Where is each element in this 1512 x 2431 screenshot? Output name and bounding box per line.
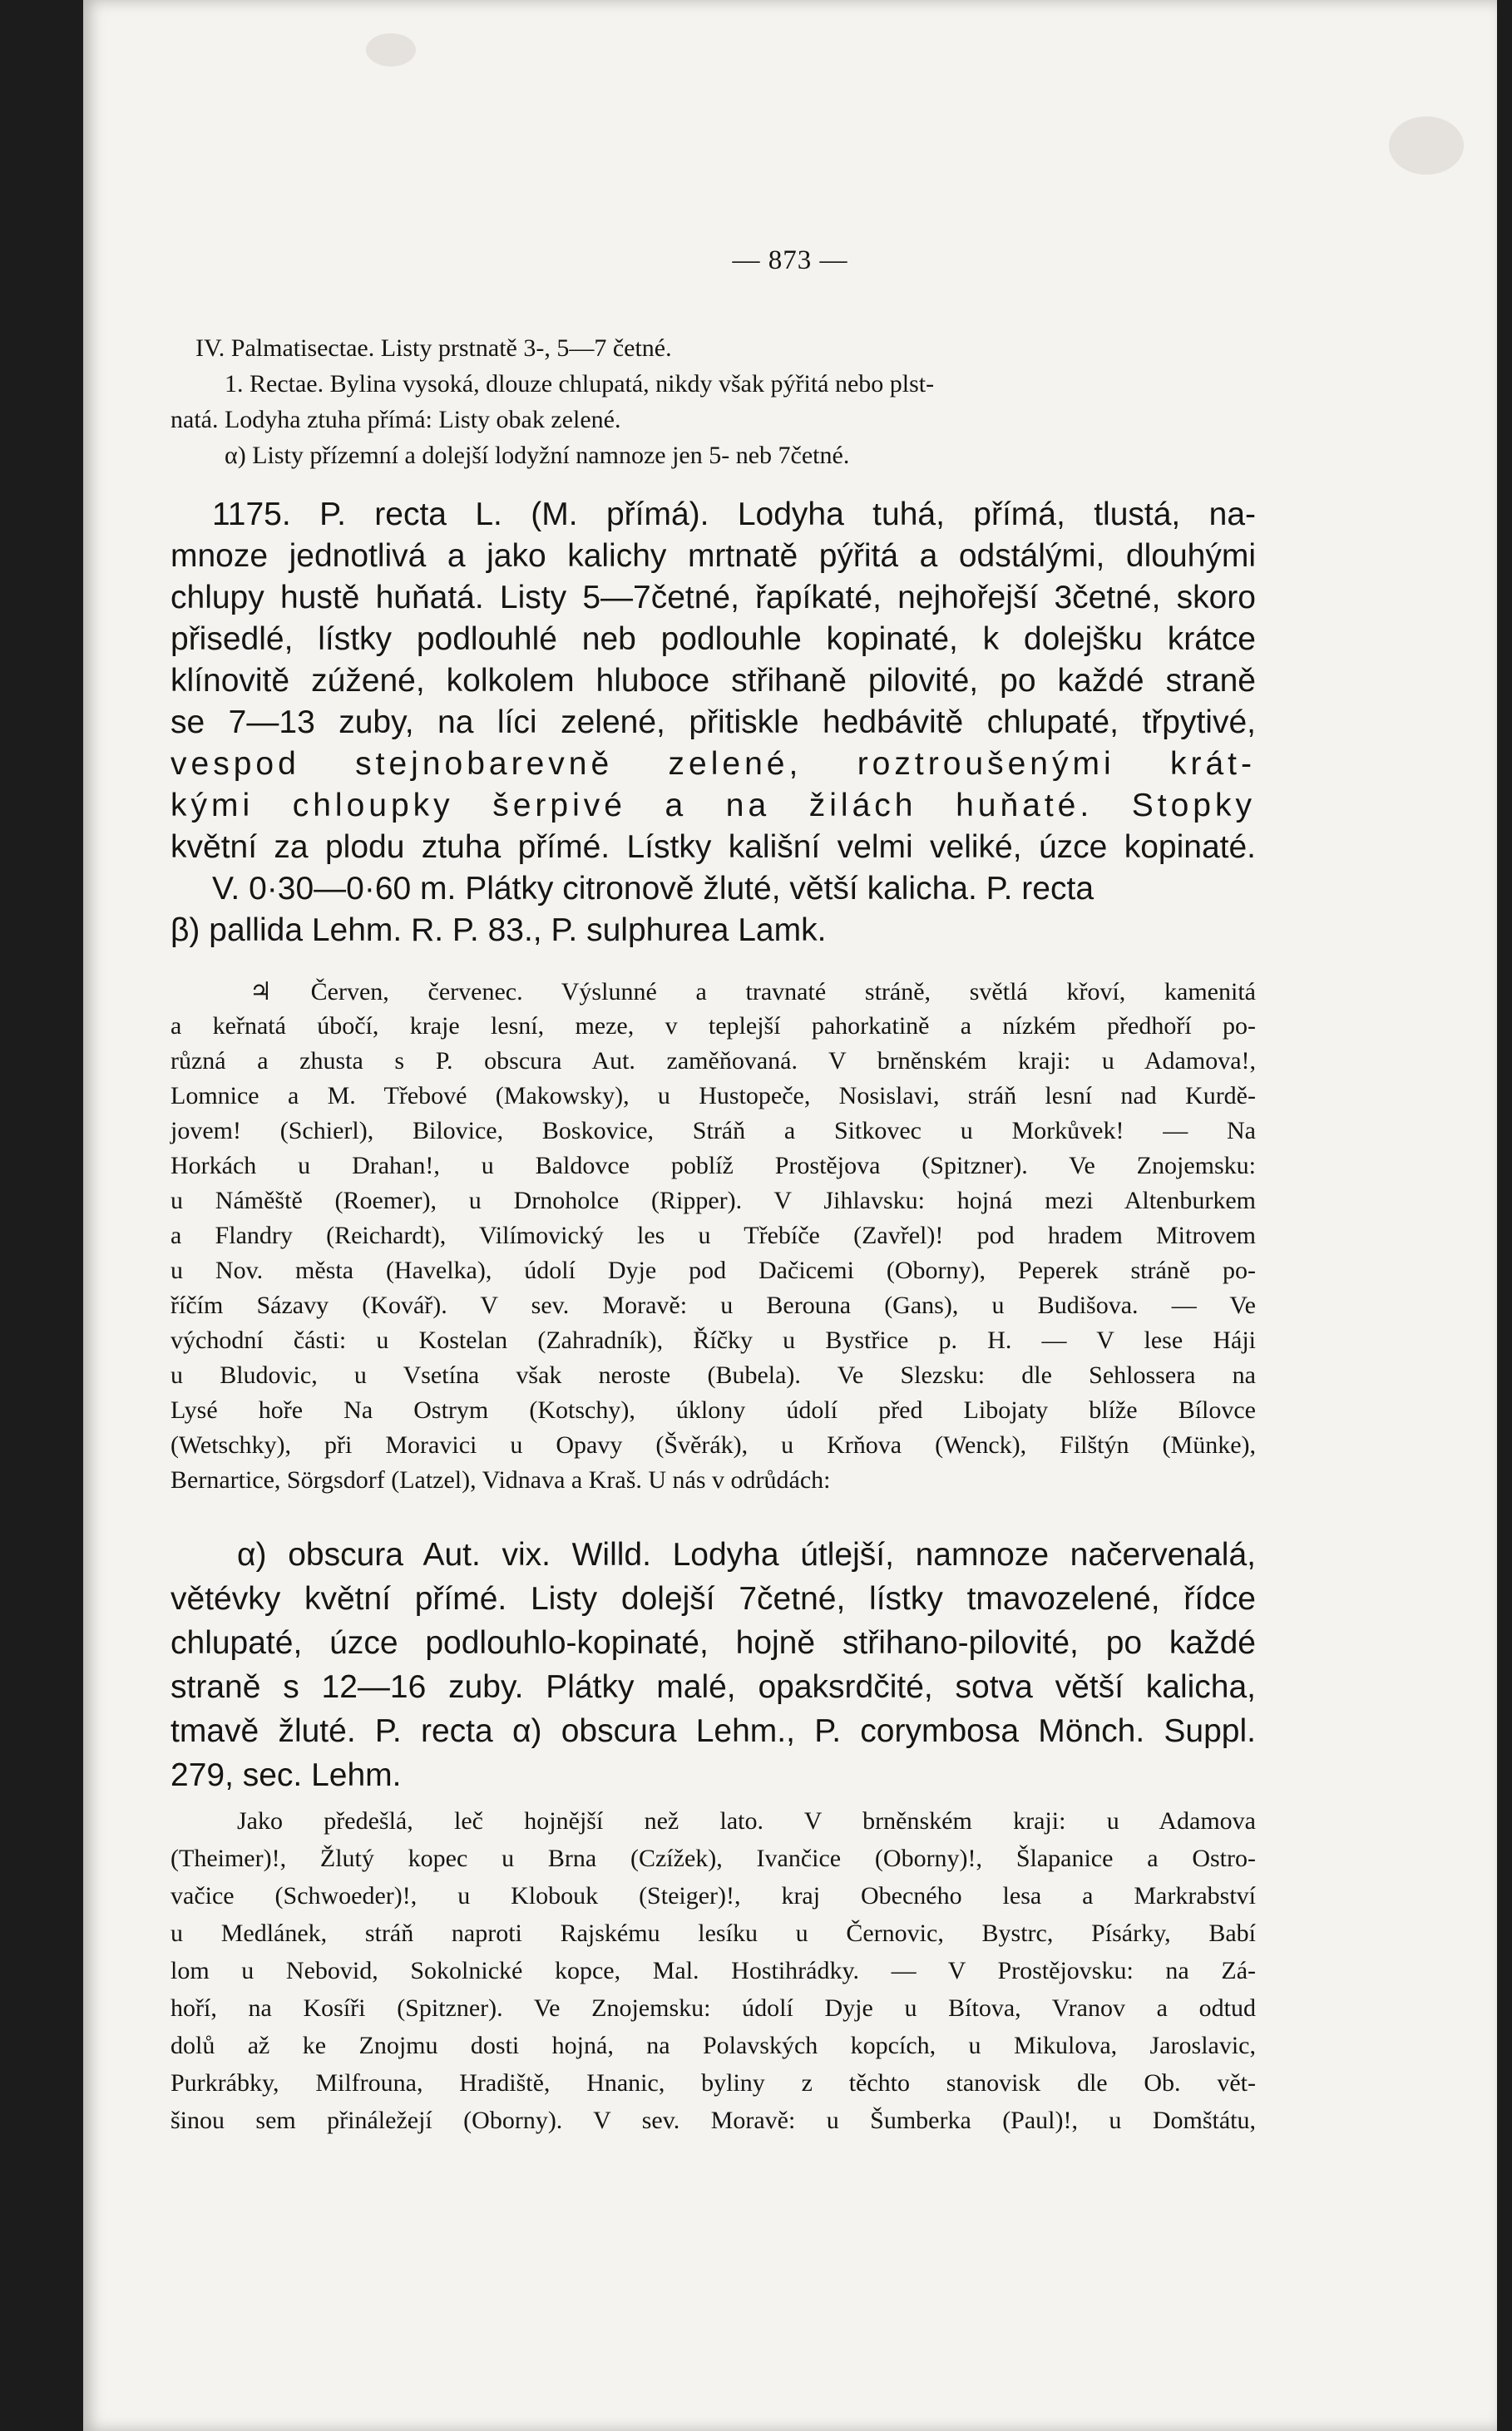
species-line: vespod stejnobarevně zelené, roztroušenými krát- [170, 746, 1256, 782]
variety-line: tmavě žluté. P. recta α) obscura Lehm., P. corymbosa Mönch. Suppl. [170, 1713, 1256, 1749]
paper-stain [1389, 116, 1464, 175]
species-line: květní za plodu ztuha přímé. Lístky kališní velmi veliké, úzce kopinaté. [170, 829, 1256, 865]
locality-line: a Flandry (Reichardt), Vilímovický les u Třebíče (Zavřel)! pod hradem Mitrovem [170, 1222, 1256, 1249]
variety-line: chlupaté, úzce podlouhlo-kopinaté, hojně střihano-pilovité, po každé [170, 1625, 1256, 1661]
variety-locality-line: vačice (Schwoeder)!, u Klobouk (Steiger)!, kraj Obecného lesa a Markrabství [170, 1882, 1256, 1910]
paper-stain [366, 33, 416, 67]
intro-line: 1. Rectae. Bylina vysoká, dlouze chlupatá, nikdy však pýřitá nebo plst- [225, 370, 935, 398]
locality-line: jovem! (Schierl), Bilovice, Boskovice, Stráň a Sitkovec u Morkůvek! — Na [170, 1117, 1256, 1144]
variety-locality-line: Jako předešlá, leč hojnější než lato. V brněnském kraji: u Adamova [237, 1807, 1256, 1835]
intro-line: natá. Lodyha ztuha přímá: Listy obak zelené. [170, 406, 621, 433]
variety-locality-line: dolů až ke Znojmu dosti hojná, na Polavských kopcích, u Mikulova, Jaroslavic, [170, 2032, 1256, 2059]
species-line: chlupy hustě huňatá. Listy 5—7četné, řapíkaté, nejhořejší 3četné, skoro [170, 580, 1256, 615]
locality-line: různá a zhusta s P. obscura Aut. zaměňovaná. V brněnském kraji: u Adamova!, [170, 1047, 1256, 1075]
species-line: 1175. P. recta L. (M. přímá). Lodyha tuhá, přímá, tlustá, na- [212, 497, 1256, 532]
intro-line: α) Listy přízemní a dolejší lodyžní namnoze jen 5- neb 7četné. [225, 442, 850, 469]
species-line: se 7—13 zuby, na líci zelené, přitiskle hedbávitě chlupaté, třpytivé, [170, 704, 1256, 740]
species-line: přisedlé, lístky podlouhlé neb podlouhle kopinaté, k dolejšku krátce [170, 621, 1256, 657]
variety-line: straně s 12—16 zuby. Plátky malé, opaksrdčité, sotva větší kalicha, [170, 1669, 1256, 1705]
variety-locality-line: šinou sem přináležejí (Oborny). V sev. Moravě: u Šumberka (Paul)!, u Domštátu, [170, 2107, 1256, 2134]
locality-line: Lomnice a M. Třebové (Makowsky), u Hustopeče, Nosislavi, stráň lesní nad Kurdě- [170, 1082, 1256, 1109]
species-line: kými chloupky šerpivé a na žilách huňaté. Stopky [170, 788, 1256, 823]
locality-line: u Nov. města (Havelka), údolí Dyje pod Dačicemi (Oborny), Peperek stráně po- [170, 1257, 1256, 1284]
variety-locality-line: (Theimer)!, Žlutý kopec u Brna (Czížek), Ivančice (Oborny)!, Šlapanice a Ostro- [170, 1845, 1256, 1872]
book-page [83, 0, 1497, 2431]
locality-line: říčím Sázavy (Kovář). V sev. Moravě: u Berouna (Gans), u Budišova. — Ve [170, 1292, 1256, 1319]
variety-locality-line: lom u Nebovid, Sokolnické kopce, Mal. Hostihrádky. — V Prostějovsku: na Zá- [170, 1957, 1256, 1984]
variety-locality-line: hoří, na Kosíři (Spitzner). Ve Znojemsku: údolí Dyje u Bítova, Vranov a odtud [170, 1994, 1256, 2022]
locality-line: u Náměště (Roemer), u Drnoholce (Ripper). V Jihlavsku: hojná mezi Altenburkem [170, 1187, 1256, 1214]
locality-line: východní části: u Kostelan (Zahradník), Říčky u Bystřice p. H. — V lese Háji [170, 1327, 1256, 1354]
locality-line: (Wetschky), při Moravici u Opavy (Švěrák), u Krňova (Wenck), Filštýn (Münke), [170, 1431, 1256, 1459]
locality-line: Horkách u Drahan!, u Baldovce poblíž Prostějova (Spitzner). Ve Znojemsku: [170, 1152, 1256, 1179]
species-line: β) pallida Lehm. R. P. 83., P. sulphurea Lamk. [170, 912, 827, 948]
species-line: klínovitě zúžené, kolkolem hluboce střihaně pilovité, po každé straně [170, 663, 1256, 699]
intro-line: IV. Palmatisectae. Listy prstnatě 3-, 5—7 četné. [195, 334, 672, 362]
locality-line: Lysé hoře Na Ostrym (Kotschy), úklony údolí před Libojaty blíže Bílovce [170, 1396, 1256, 1424]
variety-line: 279, sec. Lehm. [170, 1757, 402, 1793]
variety-locality-line: Purkrábky, Milfrouna, Hradiště, Hnanic, byliny z těchto stanovisk dle Ob. vět- [170, 2069, 1256, 2097]
locality-line: ♃ Červen, červenec. Výslunné a travnaté stráně, světlá křoví, kamenitá [250, 978, 1256, 1006]
locality-line: a keřnatá úbočí, kraje lesní, meze, v teplejší pahorkatině a nízkém předhoří po- [170, 1012, 1256, 1040]
page-number: — 873 — [732, 245, 848, 275]
locality-line: Bernartice, Sörgsdorf (Latzel), Vidnava a Kraš. U nás v odrůdách: [170, 1466, 831, 1494]
locality-line: u Bludovic, u Vsetína však neroste (Bubela). Ve Slezsku: dle Sehlossera na [170, 1361, 1256, 1389]
variety-line: α) obscura Aut. vix. Willd. Lodyha útlejší, namnoze načervenalá, [237, 1537, 1256, 1573]
variety-locality-line: u Medlánek, stráň naproti Rajskému lesíku u Černovic, Bystrc, Písárky, Babí [170, 1920, 1256, 1947]
variety-line: větévky květní přímé. Listy dolejší 7četné, lístky tmavozelené, řídce [170, 1581, 1256, 1617]
species-line: V. 0·30—0·60 m. Plátky citronově žluté, větší kalicha. P. recta [212, 871, 1094, 907]
species-line: mnoze jednotlivá a jako kalichy mrtnatě pýřitá a odstálými, dlouhými [170, 538, 1256, 574]
